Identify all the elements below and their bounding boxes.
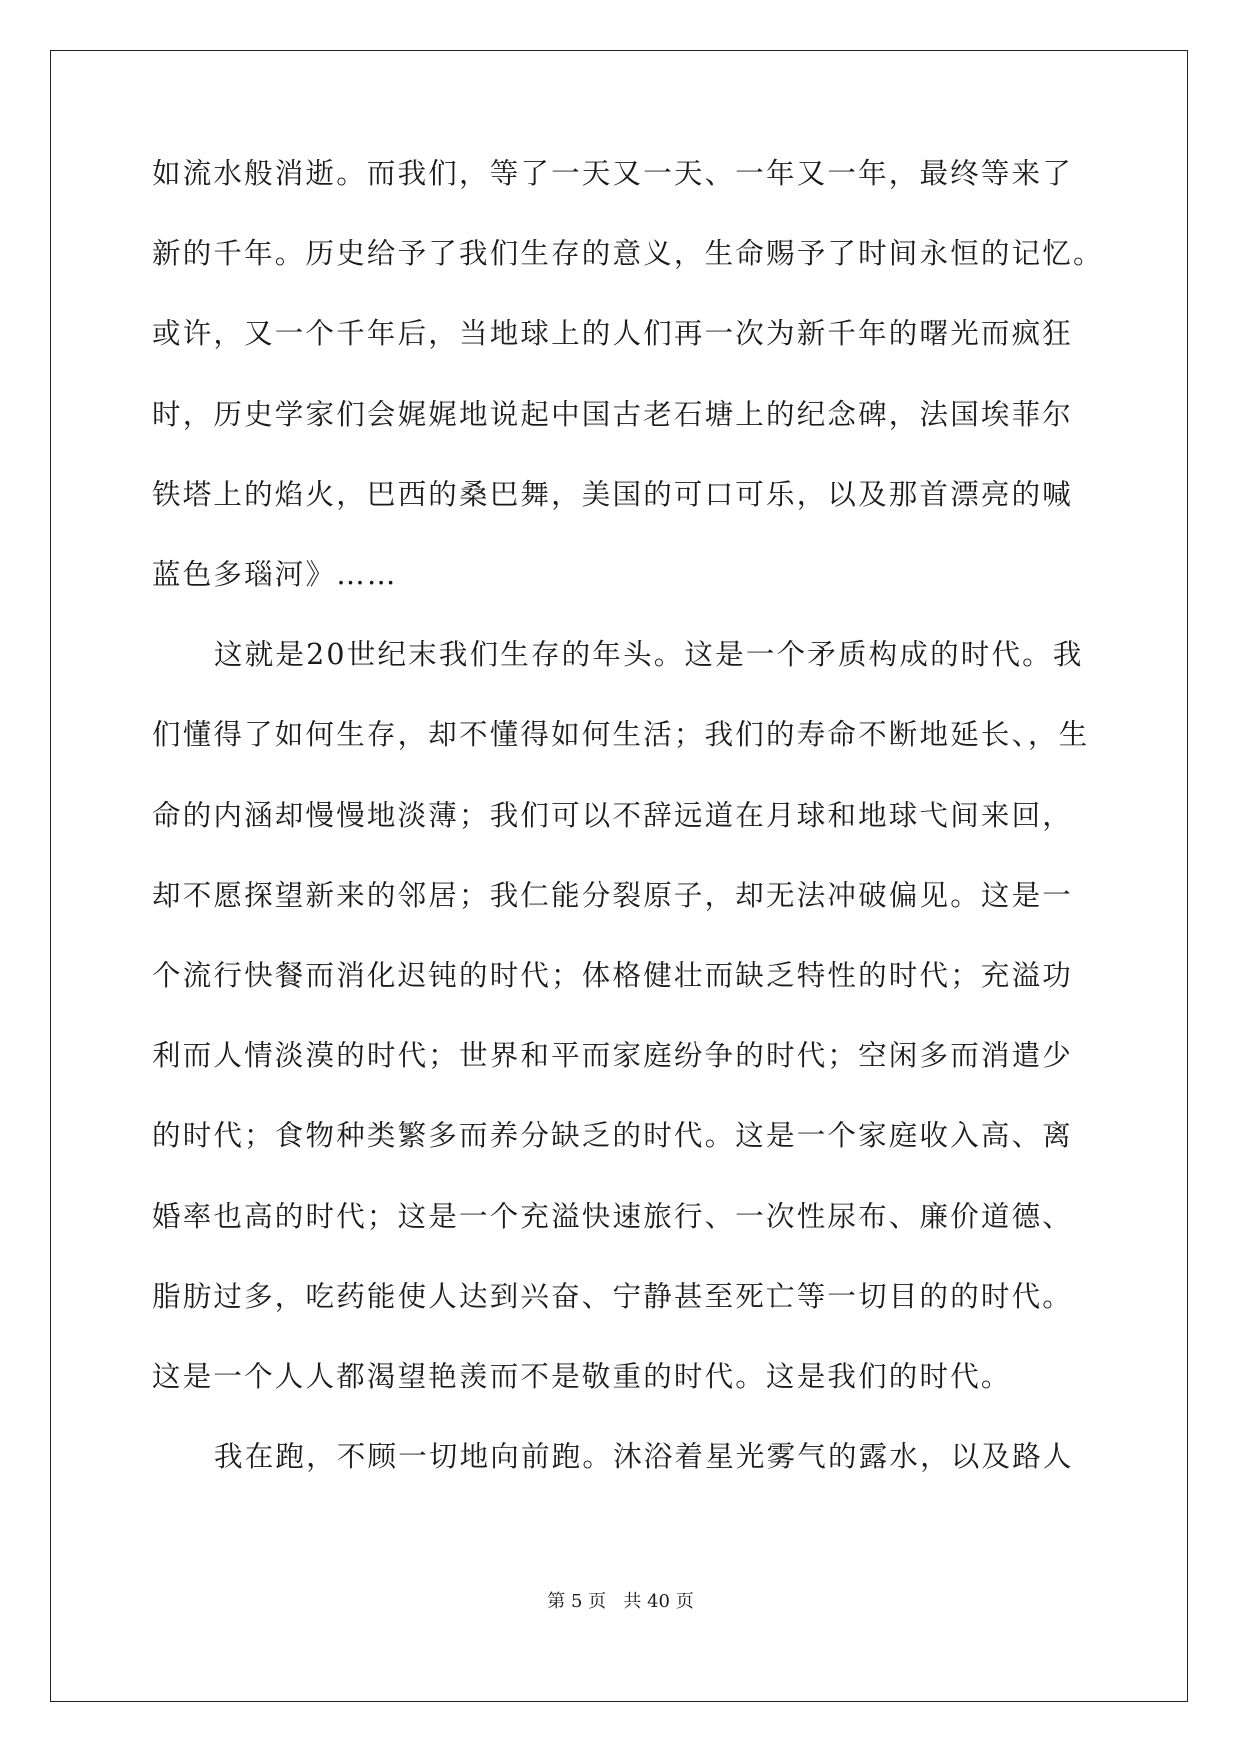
- text-line: 时，历史学家们会娓娓地说起中国古老石塘上的纪念碑，法国埃菲尔: [152, 398, 1074, 431]
- text-line: 或许，又一个千年后，当地球上的人们再一次为新千年的曙光而疯狂: [152, 317, 1074, 350]
- text-line: 如流水般消逝。而我们，等了一天又一天、一年又一年，最终等来了: [152, 157, 1074, 190]
- text-line: 的时代；食物种类繁多而养分缺乏的时代。这是一个家庭收入高、离: [152, 1119, 1074, 1152]
- text-line: 脂肪过多，吃药能使人达到兴奋、宁静甚至死亡等一切目的的时代。: [152, 1280, 1074, 1313]
- text-line: 这就是20世纪末我们生存的年头。这是一个矛质构成的时代。我: [214, 638, 1084, 671]
- text-line: 婚率也高的时代；这是一个充溢快速旅行、一次性尿布、廉价道德、: [152, 1200, 1074, 1233]
- text-line: 蓝色多瑙河》……: [152, 558, 398, 591]
- text-line: 们懂得了如何生存，却不懂得如何生活；我们的寿命不断地延长、，生: [152, 718, 1090, 751]
- text-line: 这是一个人人都渴望艳羡而不是敬重的时代。这是我们的时代。: [152, 1360, 1012, 1393]
- text-line: 命的内涵却慢慢地淡薄；我们可以不辞远道在月球和地球弋间来回，: [152, 799, 1074, 832]
- text-line: 利而人情淡漠的时代；世界和平而家庭纷争的时代；空闲多而消遣少: [152, 1039, 1074, 1072]
- text-line: 铁塔上的焰火，巴西的桑巴舞，美国的可口可乐，以及那首漂亮的喊: [152, 478, 1074, 511]
- text-line: 新的千年。历史给予了我们生存的意义，生命赐予了时间永恒的记忆。: [152, 237, 1104, 270]
- text-line: 我在跑，不顾一切地向前跑。沐浴着星光雾气的露水，以及路人: [214, 1440, 1074, 1473]
- page-footer: 第 5 页 共 40 页: [547, 1591, 694, 1612]
- text-line: 个流行快餐而消化迟钝的时代；体格健壮而缺乏特性的时代；充溢功: [152, 959, 1074, 992]
- text-line: 却不愿探望新来的邻居；我仁能分裂原子，却无法冲破偏见。这是一: [152, 879, 1074, 912]
